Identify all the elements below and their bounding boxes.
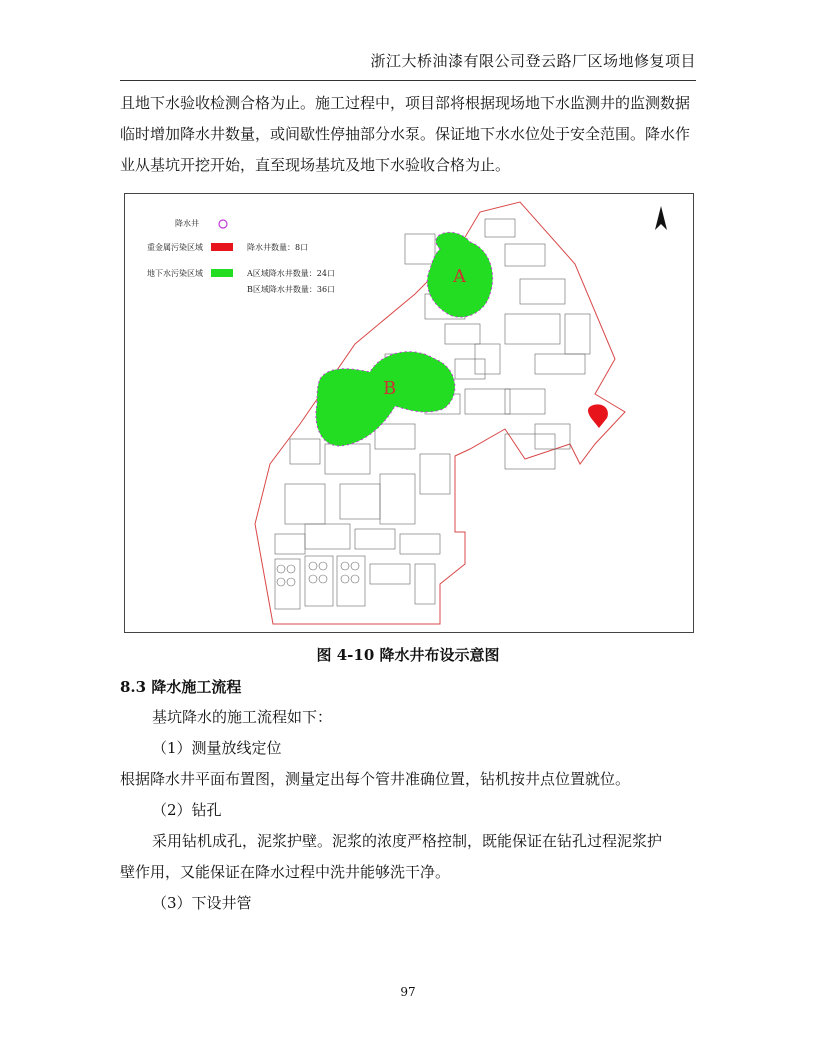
map-legend <box>147 218 335 294</box>
storage-tanks <box>277 562 359 586</box>
legend-groundwater-label: 地下水污染区域 <box>147 269 203 278</box>
north-arrow-icon <box>655 206 667 230</box>
header-title: 浙江大桥油漆有限公司登云路厂区场地修复项目 <box>370 52 696 70</box>
well-symbol-icon <box>219 220 227 228</box>
heavy-metal-marker <box>588 404 608 428</box>
legend-well-label: 降水井 <box>175 219 199 228</box>
step3-title: （3）下设井管 <box>152 894 252 912</box>
zone-a-label: A <box>453 266 466 287</box>
legend-heavy-metal-label: 重金属污染区域 <box>147 243 203 252</box>
legend-well-count-a: A区域降水井数量：24口 <box>247 269 335 278</box>
zone-b-label: B <box>383 378 397 399</box>
dewatering-well-map <box>124 193 694 633</box>
step2-text-line1: 采用钻机成孔，泥浆护壁。泥浆的浓度严格控制，既能保证在钻孔过程泥浆护 <box>152 832 663 850</box>
step2-title: （2）钻孔 <box>152 801 222 819</box>
legend-groundwater-swatch <box>211 269 233 277</box>
section-heading: 8.3 降水施工流程 <box>120 678 242 696</box>
legend-well-count-b: B区域降水井数量：36口 <box>247 285 336 294</box>
flow-intro: 基坑降水的施工流程如下： <box>152 708 333 726</box>
page-header <box>120 40 696 81</box>
figure-caption: 图 4-10 降水井布设示意图 <box>316 646 500 664</box>
intro-paragraph: 且地下水验收检测合格为止。施工过程中，项目部将根据现场地下水监测井的监测数据临时增加降水井数量，或间歇性停抽部分水泵。保证地下水水位处于安全范围。降水作业从基坑开挖开始，直至现场基坑及地下水验收合格为止。 <box>120 94 691 174</box>
legend-heavy-metal-swatch <box>211 243 233 251</box>
step1-text: 根据降水井平面布置图，测量定出每个管井准确位置，钻机按井点位置就位。 <box>120 770 631 788</box>
site-plan-drawing <box>125 194 693 632</box>
step1-title: （1）测量放线定位 <box>152 739 282 757</box>
legend-well-count-total: 降水井数量：8口 <box>247 243 309 252</box>
step2-text-line2: 壁作用，又能保证在降水过程中洗井能够洗干净。 <box>120 863 451 881</box>
page-number: 97 <box>400 985 416 999</box>
